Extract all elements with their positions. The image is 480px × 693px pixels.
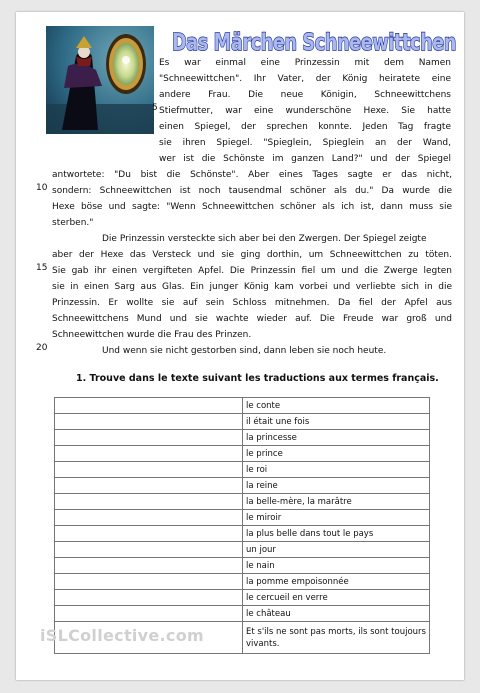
line-number-10: 10 [36,183,48,193]
answer-cell[interactable] [55,542,243,558]
svg-text:Das Märchen Schneewittchen: Das Märchen Schneewittchen [172,30,456,56]
table-row [55,526,430,542]
table-row [55,510,430,526]
text-line: wer ist die Schönste im ganzen Land?" und der Spiegel [159,154,451,164]
french-term: un jour [243,542,430,558]
french-term: le miroir [243,510,430,526]
text-line: Hexe böse und sagte: "Wenn Schneewittchen schöner als ich ist, dann muss sie [52,202,452,212]
answer-cell[interactable] [55,494,243,510]
text-line: antwortete: "Du bist die Schönste". Aber eines Tages sagte er das nicht, [52,170,452,180]
french-term: le nain [243,558,430,574]
watermark: iSLCollective.com [40,626,204,645]
answer-cell[interactable] [55,446,243,462]
vocabulary-table [54,397,430,654]
french-term: le château [243,606,430,622]
french-term: la reine [243,478,430,494]
french-term: le roi [243,462,430,478]
french-term: la princesse [243,430,430,446]
table-row [55,606,430,622]
text-line: Und wenn sie nicht gestorben sind, dann leben sie noch heute. [102,346,387,356]
table-row [55,558,430,574]
answer-cell[interactable] [55,414,243,430]
text-line: einen Spiegel, der sprechen konnte. Jeden Tag fragte [159,122,451,132]
text-line: Es war einmal eine Prinzessin mit dem Namen [159,58,451,68]
worksheet-page [16,12,464,680]
page-title [170,22,460,58]
answer-cell[interactable] [55,478,243,494]
text-line: Prinzessin. Er wollte sie auf sein Schloss mitnehmen. Da fiel der Apfel aus [52,298,452,308]
line-number-20: 20 [36,343,48,353]
line-number-5: 5 [152,103,158,113]
table-row [55,478,430,494]
french-term: il était une fois [243,414,430,430]
french-term: le cercueil en verre [243,590,430,606]
answer-cell[interactable] [55,526,243,542]
text-line: aber der Hexe das Versteck und sie ging dorthin, um Schneewittchen zu töten. [52,250,452,260]
text-line: Die Prinzessin versteckte sich aber bei den Zwergen. Der Spiegel zeigte [102,234,427,244]
exercise-question: 1. Trouve dans le texte suivant les traductions aux termes français. [76,373,439,384]
text-line: sterben." [52,218,94,228]
text-line: andere Frau. Die neue Königin, Schneewittchens [159,90,451,100]
story-text-top [159,55,451,167]
text-line: sie ihren Spiegel. "Spieglein, Spieglein an der Wand, [159,138,451,148]
table-row [55,446,430,462]
text-line: Schneewittchen wurde die Frau des Prinzen. [52,330,252,340]
table-row [55,398,430,414]
answer-cell[interactable] [55,398,243,414]
table-row [55,414,430,430]
line-number-15: 15 [36,263,48,273]
french-term: le conte [243,398,430,414]
text-line: Stiefmutter, war eine wunderschöne Hexe. Sie hatte [159,106,451,116]
table-row [55,494,430,510]
table-row [55,542,430,558]
french-term: la belle-mère, la marâtre [243,494,430,510]
text-line: sondern: Schneewittchen ist noch tausendmal schöner als du." Da wurde die [52,186,452,196]
answer-cell[interactable] [55,590,243,606]
answer-cell[interactable] [55,462,243,478]
answer-cell[interactable] [55,606,243,622]
table-row [55,590,430,606]
story-text-body [52,167,452,359]
table-row [55,430,430,446]
french-term: la pomme empoisonnée [243,574,430,590]
french-term: le prince [243,446,430,462]
answer-cell[interactable] [55,574,243,590]
text-line: Schneewittchens Mund und sie wachte wieder auf. Die Freude war groß und [52,314,452,324]
text-line: Sie gab ihr einen vergifteten Apfel. Die Prinzessin fiel um und die Zwerge legten [52,266,452,276]
table-row [55,574,430,590]
answer-cell[interactable] [55,510,243,526]
french-term: Et s'ils ne sont pas morts, ils sont toujours vivants. [243,622,430,654]
snow-white-witch-mirror-illustration [46,26,154,134]
text-line: "Schneewittchen". Ihr Vater, der König heiratete eine [159,74,451,84]
french-term: la plus belle dans tout le pays [243,526,430,542]
answer-cell[interactable] [55,430,243,446]
table-row [55,462,430,478]
text-line: sie in einen Sarg aus Glas. Ein junger König kam vorbei und verliebte sich in die [52,282,452,292]
answer-cell[interactable] [55,558,243,574]
